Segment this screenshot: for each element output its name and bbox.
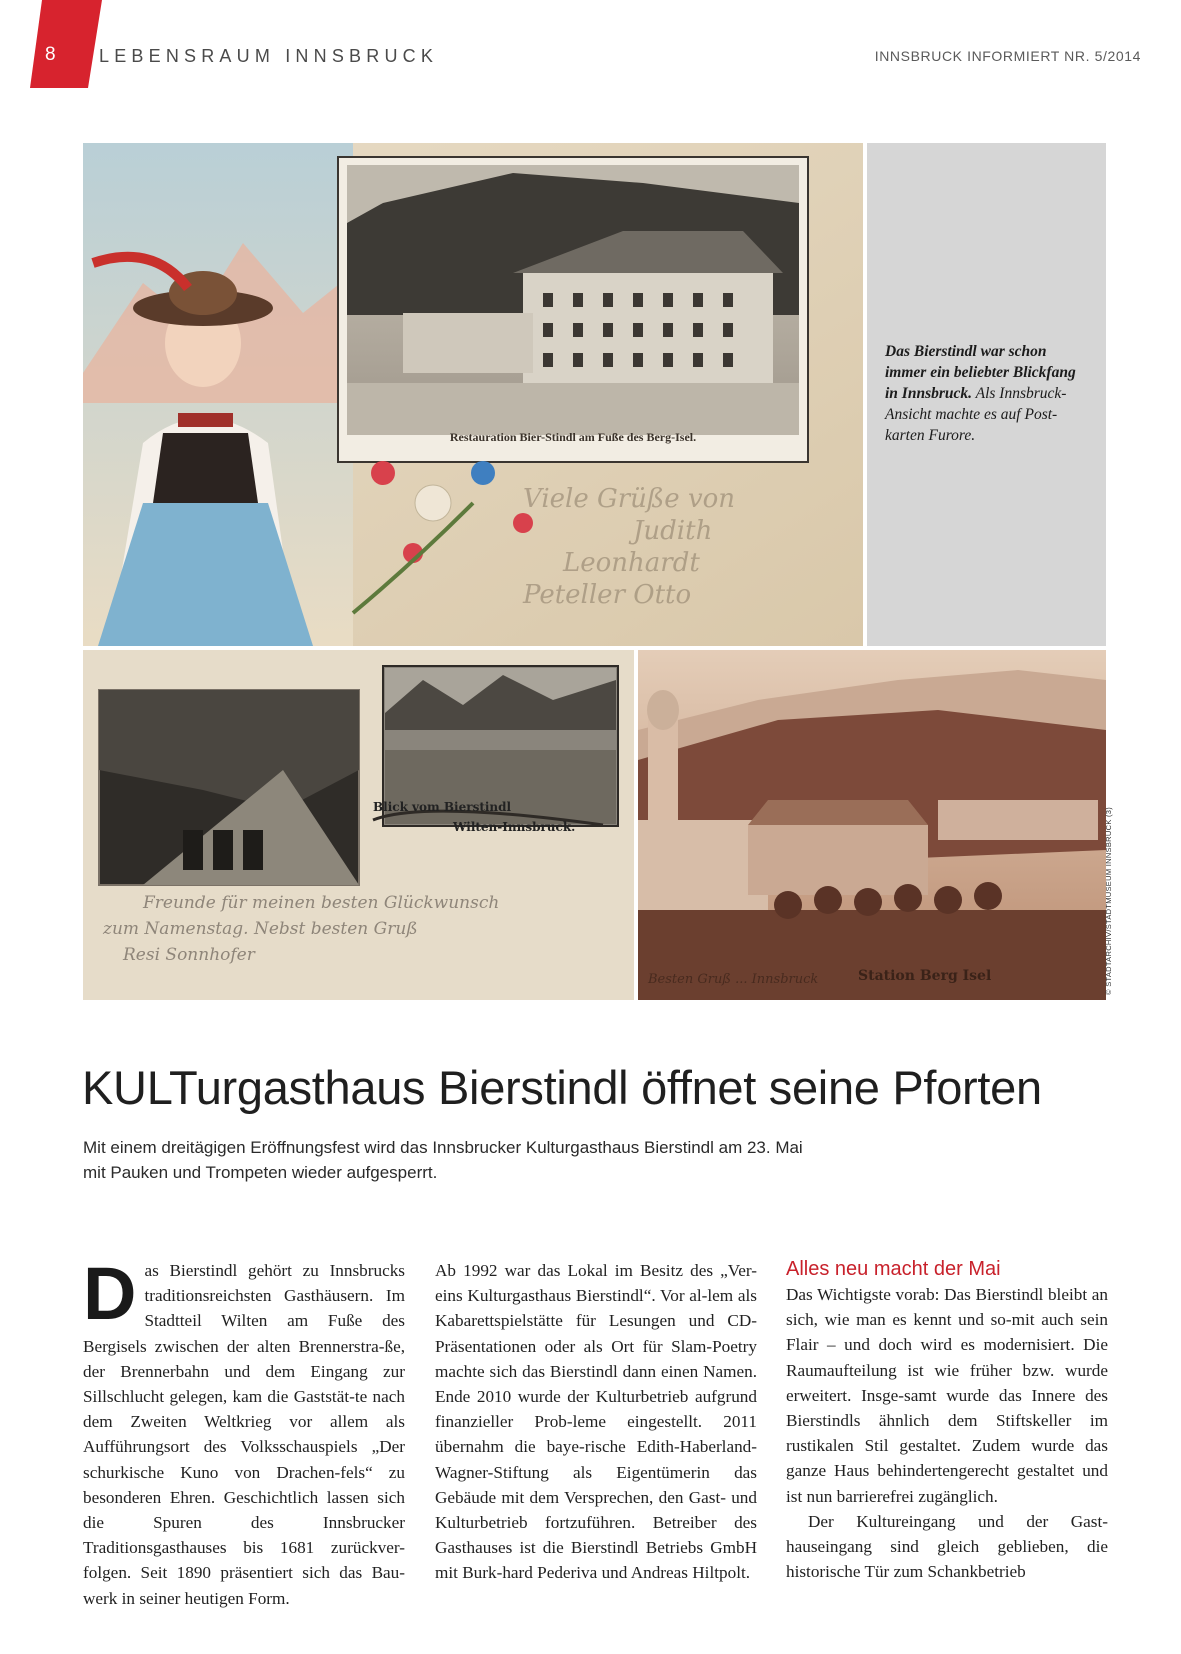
postcard-image-church xyxy=(638,650,1106,1000)
photo-credit: © STADTARCHIV/STADTMUSEUM INNSBRUCK (3) xyxy=(1104,806,1113,995)
caption-bold: Das Bierstindl war schon immer ein beliebter Blickfang in Innsbruck. xyxy=(885,343,1076,402)
page-tab-shape xyxy=(30,0,102,88)
section-label: LEBENSRAUM INNSBRUCK xyxy=(99,46,439,66)
article-headline: KULTurgasthaus Bierstindl öffnet seine Pforten xyxy=(82,1061,1042,1114)
section-subheading: Alles neu macht der Mai xyxy=(786,1258,1001,1280)
postcard-label: Station Berg Isel xyxy=(858,968,992,984)
postcard-handwriting: Viele Grüße von Judith Leonhardt Peteller Otto xyxy=(523,484,736,610)
postcard-handwriting: Freunde für meinen besten Glückwunsch zum Namenstag. Nebst besten Gruß Resi Sonnhofer xyxy=(103,893,500,965)
image-caption-box xyxy=(867,143,1106,646)
issue-label: INNSBRUCK INFORMIERT NR. 5/2014 xyxy=(874,48,1141,64)
column-2-text: Ab 1992 war das Lokal im Besitz des „Ver-eins Kulturgasthaus Bierstindl“. Vor al-lem als Kabarettspielstätte für Lesungen und CD-Präsentationen oder als Ort für Slam-Poetry machte sich das Bierstindl dann einen Namen. Ende 2010 wurde der Kulturbetrieb aufgrund finanzieller Prob-leme eingestellt. 2011 übernahm die baye-rische Edith-Haberland-Wagner-Stiftung als Eigentümerin das Gebäude mit dem Versprechen, den Gast- und Kulturbetrieb fortzuführen. Betreiber des Gasthauses ist die Bierstindl Betriebs GmbH mit Burk-hard Pederiva und Andreas Hiltpolt. xyxy=(435,1261,757,1583)
article-column-3 xyxy=(786,1258,1108,1584)
article-column-1 xyxy=(83,1252,405,1611)
postcard-handwriting: Besten Gruß ... Innsbruck xyxy=(648,972,819,987)
postcard-caption-text: Restauration Bier-Stindl am Fuße des Berg-Isel. xyxy=(449,430,697,444)
drop-cap: D xyxy=(83,1252,137,1335)
postcard-label-1: Blick vom Bierstindl xyxy=(373,800,512,814)
postcard-label-2: Wilten-Innsbruck. xyxy=(453,820,576,834)
page-number: 8 xyxy=(45,44,56,65)
column-1-text: as Bierstindl gehört zu Innsbrucks traditionsreichsten Gasthäusern. Im Stadtteil Wilten am Fuße des Bergisels zwischen der alten Brennerstra-ße, der Brennerbahn und dem Eingang zur Sillschlucht gelegen, kam die Gaststät-te nach dem Zweiten Weltkrieg vor allem als Aufführungsort des Volksschauspiels „Der schurkische Kuno von Drachen-fels“ zu besonderen Ehren. Geschichtlich lassen sich die Spuren des Innsbrucker Traditionsgasthauses bis 1681 zurückver-folgen. Seit 1890 präsentiert sich das Bau-werk in seiner heutigen Form. xyxy=(83,1261,405,1608)
image-caption xyxy=(885,341,1090,446)
caption-rest: Als Innsbruck-Ansicht machte es auf Post-karten Furore. xyxy=(885,385,1067,444)
article-lead: Mit einem dreitägigen Eröffnungsfest wird das Innsbrucker Kulturgasthaus Bierstindl am 23. Mai mit Pauken und Trompeten wieder aufgesperrt. xyxy=(83,1138,803,1182)
column-3-paragraph-1: Das Wichtigste vorab: Das Bierstindl bleibt an sich, wie man es kennt und so-mit auch sein Flair – und doch wird es modernisiert. Die Raumaufteilung ist wie früher bzw. wurde erweitert. Insge-samt wurde das Innere des Bierstindls ähnlich dem Stiftskeller im rustikalen Stil gestaltet. Zudem wurde das ganze Haus behindertengerecht gestaltet und ist nun barrierefrei zugänglich. xyxy=(786,1285,1108,1506)
column-3-paragraph-2: Der Kultureingang und der Gast-hauseingang sind gleich geblieben, die historische Tür zum Schankbetrieb xyxy=(786,1511,1108,1582)
article-column-2 xyxy=(435,1258,757,1586)
postcard-image-restaurant xyxy=(83,143,863,646)
postcard-image-garden xyxy=(83,650,634,1000)
